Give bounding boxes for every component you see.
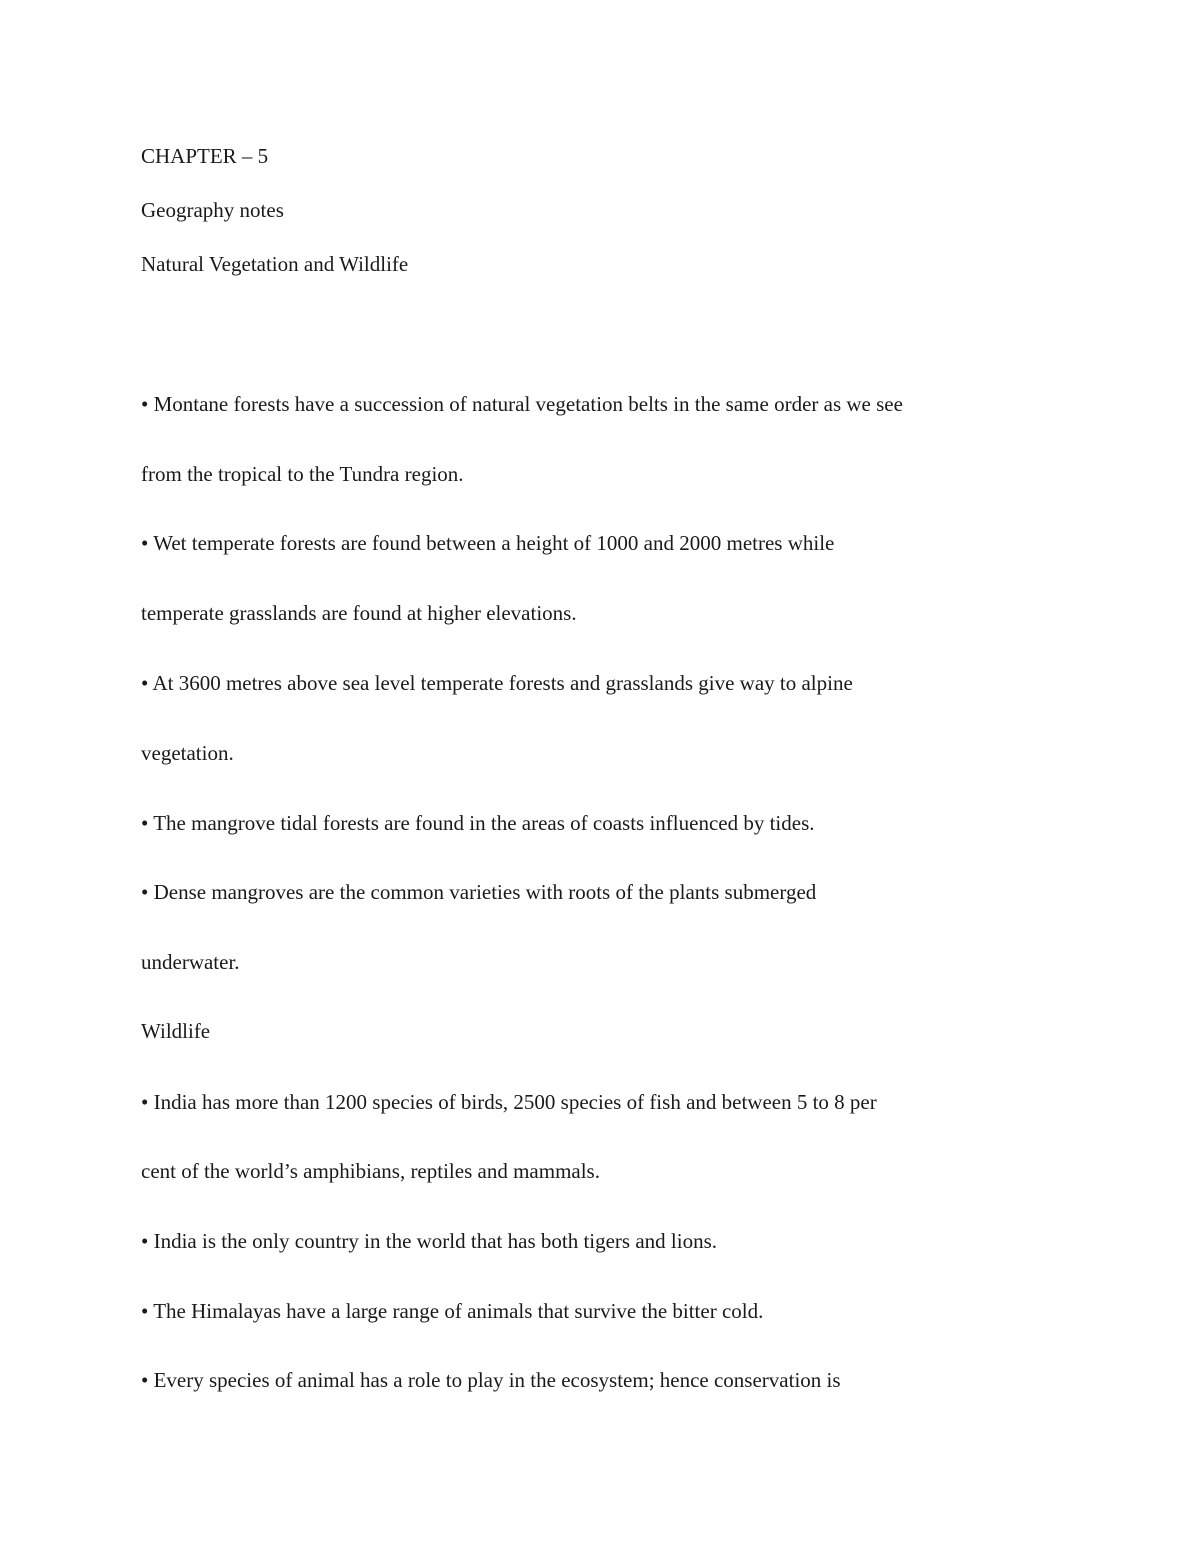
body-line: • Every species of animal has a role to play in the ecosystem; hence conservation is — [141, 1368, 841, 1392]
body-line: • Montane forests have a succession of natural vegetation belts in the same order as we see — [141, 392, 903, 416]
body-line: • At 3600 metres above sea level temperate forests and grasslands give way to alpine — [141, 671, 853, 695]
body-line: • India is the only country in the world that has both tigers and lions. — [141, 1229, 718, 1253]
subject-heading: Geography notes — [141, 198, 284, 222]
body-line: • Wet temperate forests are found between a height of 1000 and 2000 metres while — [141, 531, 835, 555]
chapter-heading: CHAPTER – 5 — [141, 144, 269, 168]
body-line: from the tropical to the Tundra region. — [141, 462, 464, 486]
body-line: • Dense mangroves are the common varieties with roots of the plants submerged — [141, 880, 817, 904]
body-line: • The Himalayas have a large range of animals that survive the bitter cold. — [141, 1299, 764, 1323]
body-line: • India has more than 1200 species of birds, 2500 species of fish and between 5 to 8 per — [141, 1090, 877, 1114]
section-heading-wildlife: Wildlife — [141, 1019, 211, 1043]
body-line: temperate grasslands are found at higher elevations. — [141, 601, 577, 625]
body-line: • The mangrove tidal forests are found in the areas of coasts influenced by tides. — [141, 811, 815, 835]
body-line: underwater. — [141, 950, 240, 974]
body-line: vegetation. — [141, 741, 234, 765]
page-title: Natural Vegetation and Wildlife — [141, 252, 409, 276]
body-line: cent of the world’s amphibians, reptiles and mammals. — [141, 1159, 600, 1183]
